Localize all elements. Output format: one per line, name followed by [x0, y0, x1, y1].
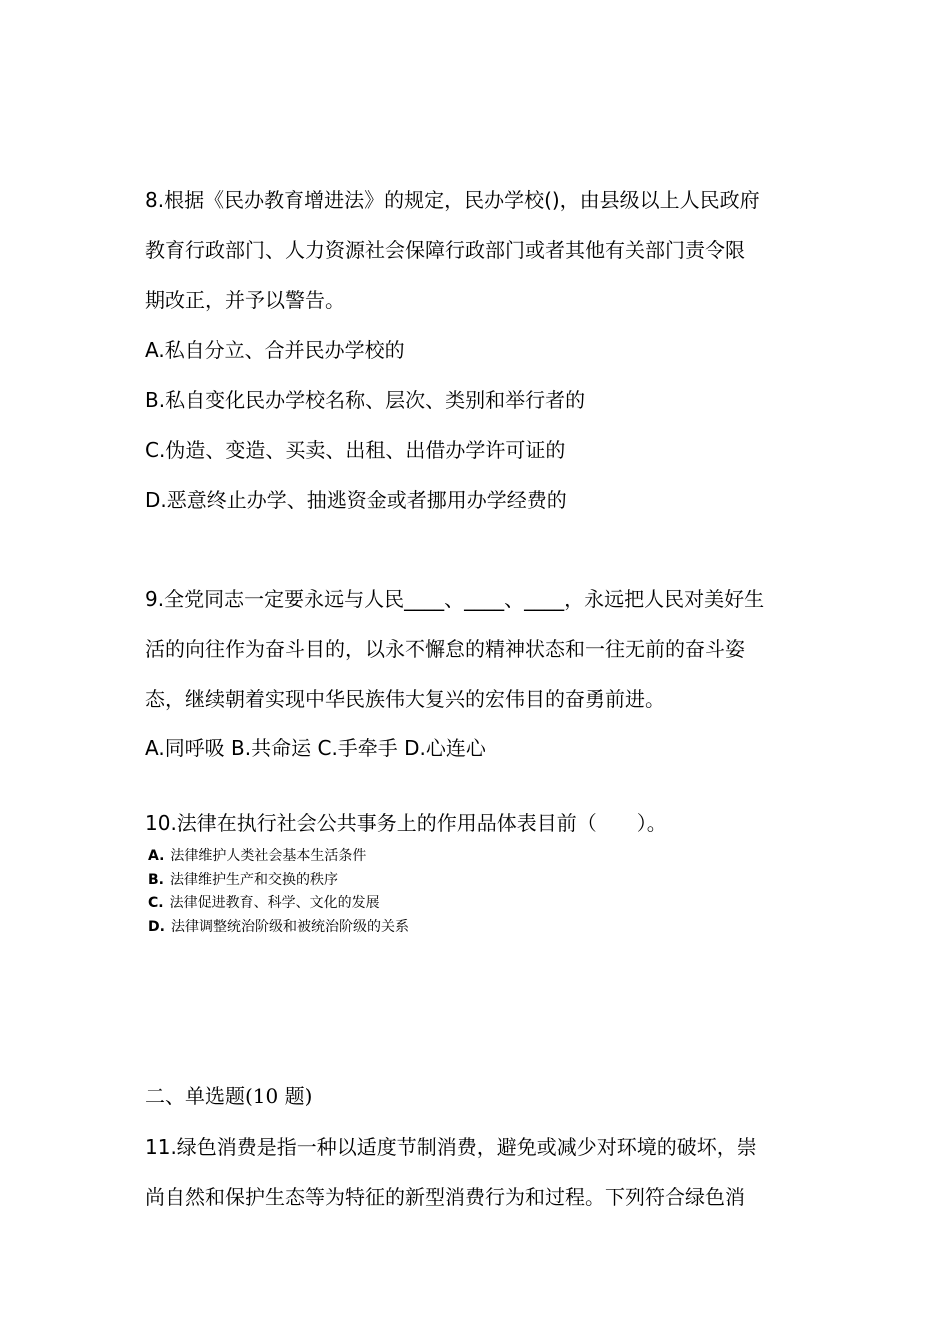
q10-option-b-text: 法律维护生产和交换的秩序: [170, 872, 338, 888]
q9-line-1: 9.全党同志一定要永远与人民____、____、____，永远把人民对美好生: [145, 587, 765, 611]
q10-option-a: [148, 846, 828, 866]
q10-option-b-letter: B.: [148, 872, 164, 888]
q8-option-a: A.私自分立、合并民办学校的: [145, 338, 405, 362]
q8-option-d: D.恶意终止办学、抽逃资金或者挪用办学经费的: [145, 488, 567, 512]
q8-line-2: 教育行政部门、人力资源社会保障行政部门或者其他有关部门责令限: [145, 238, 745, 262]
q10-line: 10.法律在执行社会公共事务上的作用品体表目前（ ）。: [145, 811, 667, 835]
q10-option-d-text: 法律调整统治阶级和被统治阶级的关系: [170, 919, 409, 935]
q11-line-2: 尚自然和保护生态等为特征的新型消费行为和过程。下列符合绿色消: [145, 1185, 745, 1209]
q11-line-1: 11.绿色消费是指一种以适度节制消费，避免或减少对环境的破坏，崇: [145, 1135, 757, 1159]
q8-option-c: C.伪造、变造、买卖、出租、出借办学许可证的: [145, 438, 566, 462]
q8-option-b: B.私自变化民办学校名称、层次、类别和举行者的: [145, 388, 586, 412]
q10-option-c-text: 法律促进教育、科学、文化的发展: [169, 895, 380, 911]
q10-option-a-text: 法律维护人类社会基本生活条件: [170, 848, 367, 864]
q9-options: A.同呼吸 B.共命运 C.手牵手 D.心连心: [145, 736, 486, 760]
q10-option-c-letter: C.: [148, 895, 164, 911]
q10-option-d-letter: D.: [148, 919, 165, 935]
q9-line-2: 活的向往作为奋斗目的，以永不懈怠的精神状态和一往无前的奋斗姿: [145, 637, 745, 661]
q10-option-a-letter: A.: [148, 848, 165, 864]
q10-option-c: [148, 893, 828, 913]
q9-line-3: 态，继续朝着实现中华民族伟大复兴的宏伟目的奋勇前进。: [145, 687, 665, 711]
q8-line-3: 期改正，并予以警告。: [145, 288, 345, 312]
section-heading: 二、单选题(10 题): [145, 1084, 313, 1108]
q10-option-b: [148, 870, 828, 890]
q8-line-1: 8.根据《民办教育增进法》的规定，民办学校()，由县级以上人民政府: [145, 188, 760, 212]
q10-option-d: [148, 917, 828, 937]
